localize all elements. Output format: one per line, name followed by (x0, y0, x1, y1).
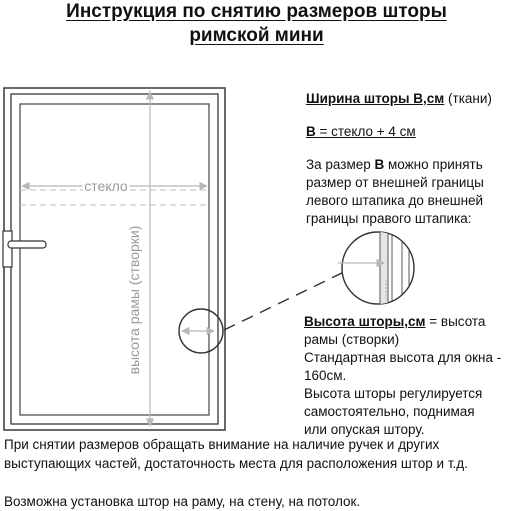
title-line-1: Инструкция по снятию размеров шторы (66, 1, 447, 22)
window-frame (4, 88, 225, 430)
width-note-line: левого штапика до внешней (306, 193, 484, 208)
height-line: Стандартная высота для окна - (304, 350, 502, 365)
width-note-line: размер от внешней границы (306, 175, 484, 190)
height-line: рамы (створки) (304, 332, 400, 347)
width-heading (306, 90, 492, 108)
height-line: 160см. (304, 368, 347, 383)
glass-label: стекло (84, 178, 128, 194)
width-formula-rest: = стекло + 4 см (315, 124, 416, 139)
height-line: самостоятельно, поднимая (304, 404, 475, 419)
note-line-3: Возможна установка штор на раму, на стену, на потолок. (4, 494, 361, 509)
height-heading-bold: Высота шторы,см (304, 314, 426, 329)
height-heading-rest: = высота (425, 314, 486, 329)
height-section (304, 313, 513, 439)
frame-height-label: высота рамы (створки) (126, 225, 142, 375)
width-note-a: За размер (306, 157, 375, 172)
width-note-line: границы правого штапика: (306, 211, 472, 226)
width-heading-rest: (ткани) (444, 91, 492, 106)
width-formula-var: B (306, 124, 316, 139)
zoom-detail (338, 228, 414, 310)
width-formula (306, 123, 416, 141)
note-line-2: выступающих частей, достаточность места для расположения штор и т.д. (4, 456, 468, 471)
width-note-line (306, 156, 511, 174)
title-line-2: римской мини (189, 25, 324, 46)
height-line: Высота шторы регулируется (304, 386, 483, 401)
note-line-1: При снятии размеров обращать внимание на наличие ручек и других (4, 437, 440, 452)
height-heading (304, 313, 513, 331)
width-note-c: можно принять (384, 157, 483, 172)
width-note (306, 156, 511, 228)
height-line: или опуская штору. (304, 422, 425, 437)
width-heading-bold: Ширина шторы B,см (306, 91, 445, 106)
width-note-b: B (374, 157, 385, 172)
